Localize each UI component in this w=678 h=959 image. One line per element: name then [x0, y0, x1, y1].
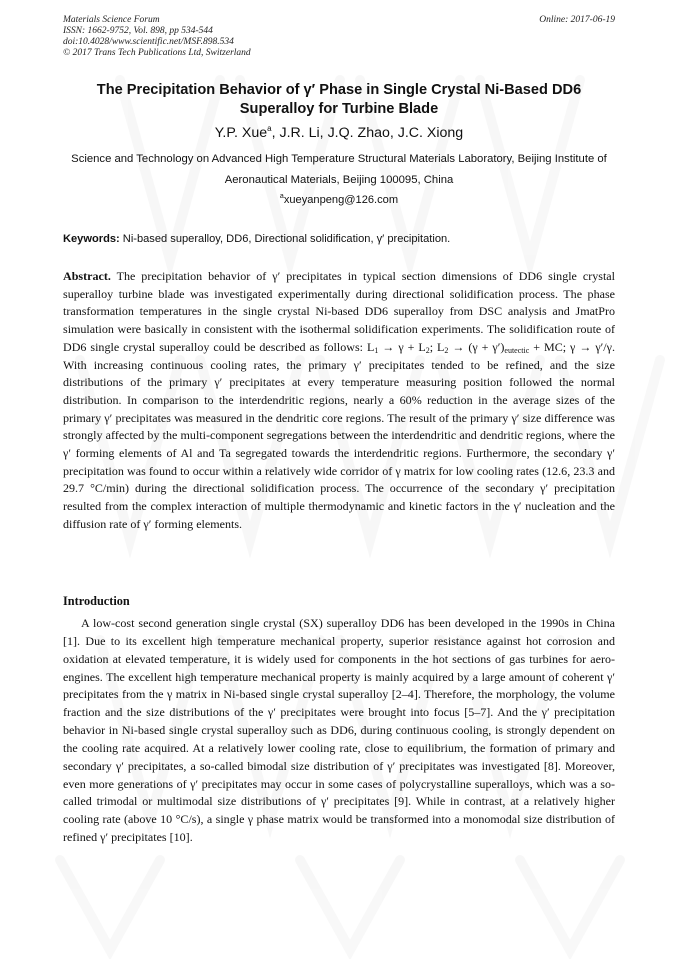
other-authors: , J.R. Li, J.Q. Zhao, J.C. Xiong [271, 125, 464, 141]
keywords-label: Keywords: [63, 233, 120, 245]
first-author: Y.P. Xue [214, 125, 268, 141]
paper-title: The Precipitation Behavior of γ′ Phase in Single Crystal Ni-Based DD6 Superalloy for Turbine Blade [96, 82, 582, 117]
abstract-text-5: + MC; γ → γ′/γ. With increasing continuous cooling rates, the primary γ′ precipitates tended to be refined, and the size distributions of the primary γ′ precipitates at every temperature measuring position followed the normal distribution. In comparison to the interdendritic regions, nearly a 60% reduction in the average sizes of the primary γ′ precipitates was measured in the dendritic core regions. The result of the primary γ′ size difference was strongly affected by the multi-component segregations between the interdendritic and dendritic regions, where the γ′ forming elements of Al and Ta segregated towards the interdendritic regions. Furthermore, the secondary γ′ precipitation was found to occur within a relatively wide corridor of γ matrix for low cooling rates (12.6, 23.3 and 29.7 °C/min) during the directional solidification process. The occurrence of the secondary γ′ precipitation resulted from the complex interaction of multiple thermodynamic and kinetic factors in the γ′ nucleation and the diffusion rate of γ′ forming elements. [63, 339, 615, 531]
doi-line: doi:10.4028/www.scientific.net/MSF.898.534 [63, 37, 234, 47]
abstract-sub-4: eutectic [504, 345, 530, 355]
abstract-paragraph [63, 268, 615, 534]
author-list [60, 124, 618, 142]
abstract-sub-3: 2 [444, 345, 449, 355]
introduction-heading: Introduction [63, 594, 130, 608]
abstract-text-4: → (γ + γ′) [448, 339, 505, 354]
introduction-paragraph: A low-cost second generation single crystal (SX) superalloy DD6 has been developed in the 1990s in China [1]. Due to its excellent high temperature mechanical property, superior resistance against hot corrosion and oxidation at elevated temperature, it is widely used for components in the hot sections of gas turbines for aero-engines. The excellent high temperature mechanical property is mainly acquired by a large amount of coherent γ′ precipitates from the γ matrix in Ni-based single crystal superalloy [2–4]. Therefore, the morphology, the volume fraction and the size distributions of the γ′ precipitates were brought into focus [5–7]. And the γ′ precipitation behavior in Ni-based single crystal superalloy such as DD6, during continuous cooling, is strongly dependent on the cooling rate acquired. At a relatively lower cooling rate, close to equilibrium, the formation of primary and secondary γ′ precipitates, a so-called bimodal size distribution of γ′ precipitates was investigated [8]. Moreover, even more generations of γ′ precipitates may occur in some cases of polycrystalline superalloys, which was a so-called trimodal or multimodal size distributions of γ′ precipitates [9]. While in contrast, at a relatively higher cooling rate (above 10 °C/s), a single γ phase matrix would be transformed into a monomodal size distribution of refined γ′ precipitates [10]. [63, 616, 615, 845]
abstract-label: Abstract. [63, 269, 111, 283]
issn-line: ISSN: 1662-9752, Vol. 898, pp 534-544 [63, 26, 213, 36]
email-address: xueyanpeng@126.com [283, 194, 399, 206]
journal-name: Materials Science Forum [63, 15, 160, 25]
online-date: Online: 2017-06-19 [539, 15, 615, 25]
abstract-text-1: The precipitation behavior of γ′ precipitates in typical section dimensions of DD6 single crystal superalloy turbine blade was investigated experimentally during directional solidification process. The phase transformation temperatures in the single crystal Ni-based DD6 superalloy from DSC analysis and JmatPro simulation were basically in consistent with the isothermal solidification experiments. The solidification route of DD6 single crystal superalloy could be described as follows: L [63, 269, 615, 354]
affiliation: Science and Technology on Advanced High Temperature Structural Materials Laboratory, Beijing Institute of Aeronautical Materials, Beijing 100095, China [71, 153, 607, 186]
abstract-text-3: ; L [429, 339, 445, 354]
author-superscript: a [267, 124, 272, 133]
abstract-text-2: → γ + L [378, 339, 426, 354]
abstract-sub-1: 1 [374, 345, 379, 355]
keywords-line [63, 232, 615, 247]
keywords-text: Ni-based superalloy, DD6, Directional solidification, γ′ precipitation. [119, 233, 451, 245]
copyright-line: © 2017 Trans Tech Publications Ltd, Switzerland [63, 48, 251, 58]
email-superscript: a [279, 193, 284, 200]
email-line [60, 193, 618, 208]
abstract-sub-2: 2 [425, 345, 430, 355]
journal-header [63, 15, 251, 59]
